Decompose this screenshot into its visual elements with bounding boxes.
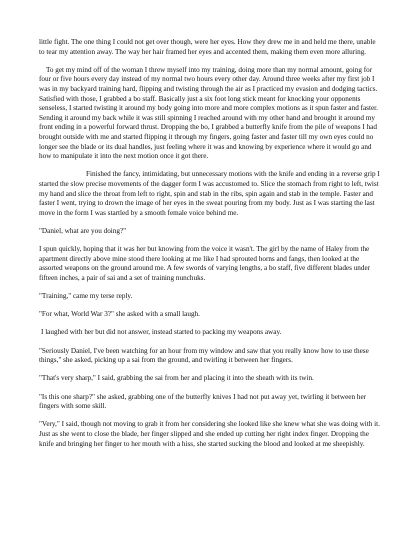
paragraph-5: I spun quickly, hoping that it was her but knowing from the voice it wasn't. The girl by the name of Haley from the apartment directly above mine stood there looking at me like I had sprouted horns and fangs, then looked at the assorted weapons on the ground around me. A few swords of varying lengths, a bo staff, five different blades under fifteen inches, a pair of sai and a set of training nunchuks.	[39, 245, 371, 282]
paragraph-6: "Training," came my terse reply.	[39, 292, 133, 301]
paragraph-12: "Very," I said, though not moving to grab it from her considering she looked like she knew what she was doing with it. Just as she went to close the blade, her finger slipped and she ended up cutting her right index finger. Dropping the knife and bringing her finger to her mouth with a hiss, she started sucking the blood and looked at me sheepishly.	[39, 420, 380, 448]
paragraph-9: "Seriously Daniel, I've been watching for an hour from my window and saw that you really know how to use these things," she asked, picking up a sai from the ground, and twirling it between her fingers.	[39, 346, 369, 365]
paragraph-7: "For what, World War 3?" she asked with a small laugh.	[39, 310, 200, 319]
paragraph-3: Finished the fancy, intimidating, but unnecessary motions with the knife and ending in a reverse grip I started the slow precise movements of the dagger form I was accustomed to. Slice the stomach from right to left, twist my hand and slice the throat from left to right, spin and stab in the ribs, spin again and stab in the temple. Faster and faster I went, trying to drown the image of her eyes in the sweat pouring from my body. Just as I was starting the last move in the form I was startled by a smooth female voice behind me.	[39, 170, 380, 217]
paragraph-2: To get my mind off of the woman I threw myself into my training, doing more than my normal amount, going for four or five hours every day instead of my normal two hours every other day. Around three weeks after my first job I was in my backyard training hard, flipping and twisting through the air as I practiced my evasion and dodging tactics. Satisfied with those, I grabbed a bo staff. Basically just a six foot long stick meant for knocking your opponents senseless, I started twisting it around my body going into more and more complex motions as it spun faster and faster. Sending it around my back while it was still spinning I reached around with my other hand and brought it around my front ending in a powerful forward thrust. Dropping the bo, I grabbed a butterfly knife from the pile of weapons I had brought outside with me and started flipping it through my fingers, going faster and faster till my own eyes could no longer see the blade or its dual handles, just feeling where it was and knowing by experience where it would go and how to manipulate it into the next motion once it got there.	[39, 65, 378, 161]
paragraph-4: "Daniel, what are you doing?"	[39, 226, 127, 235]
paragraph-10: "That's very sharp," I said, grabbing the sai from her and placing it into the sheath with its twin.	[39, 374, 314, 383]
document-body	[39, 38, 381, 458]
paragraph-1: little fight. The one thing I could not get over though, were her eyes. How they drew me in and held me there, unable to tear my attention away. The way her hair framed her eyes and accented them, making them even more alluring.	[39, 38, 376, 56]
paragraph-8: I laughed with her but did not answer, instead started to packing my weapons away.	[41, 328, 282, 337]
paragraph-11: "Is this one sharp?" she asked, grabbing one of the butterfly knives I had not put away yet, twirling it between her fingers with some skill.	[39, 392, 367, 411]
